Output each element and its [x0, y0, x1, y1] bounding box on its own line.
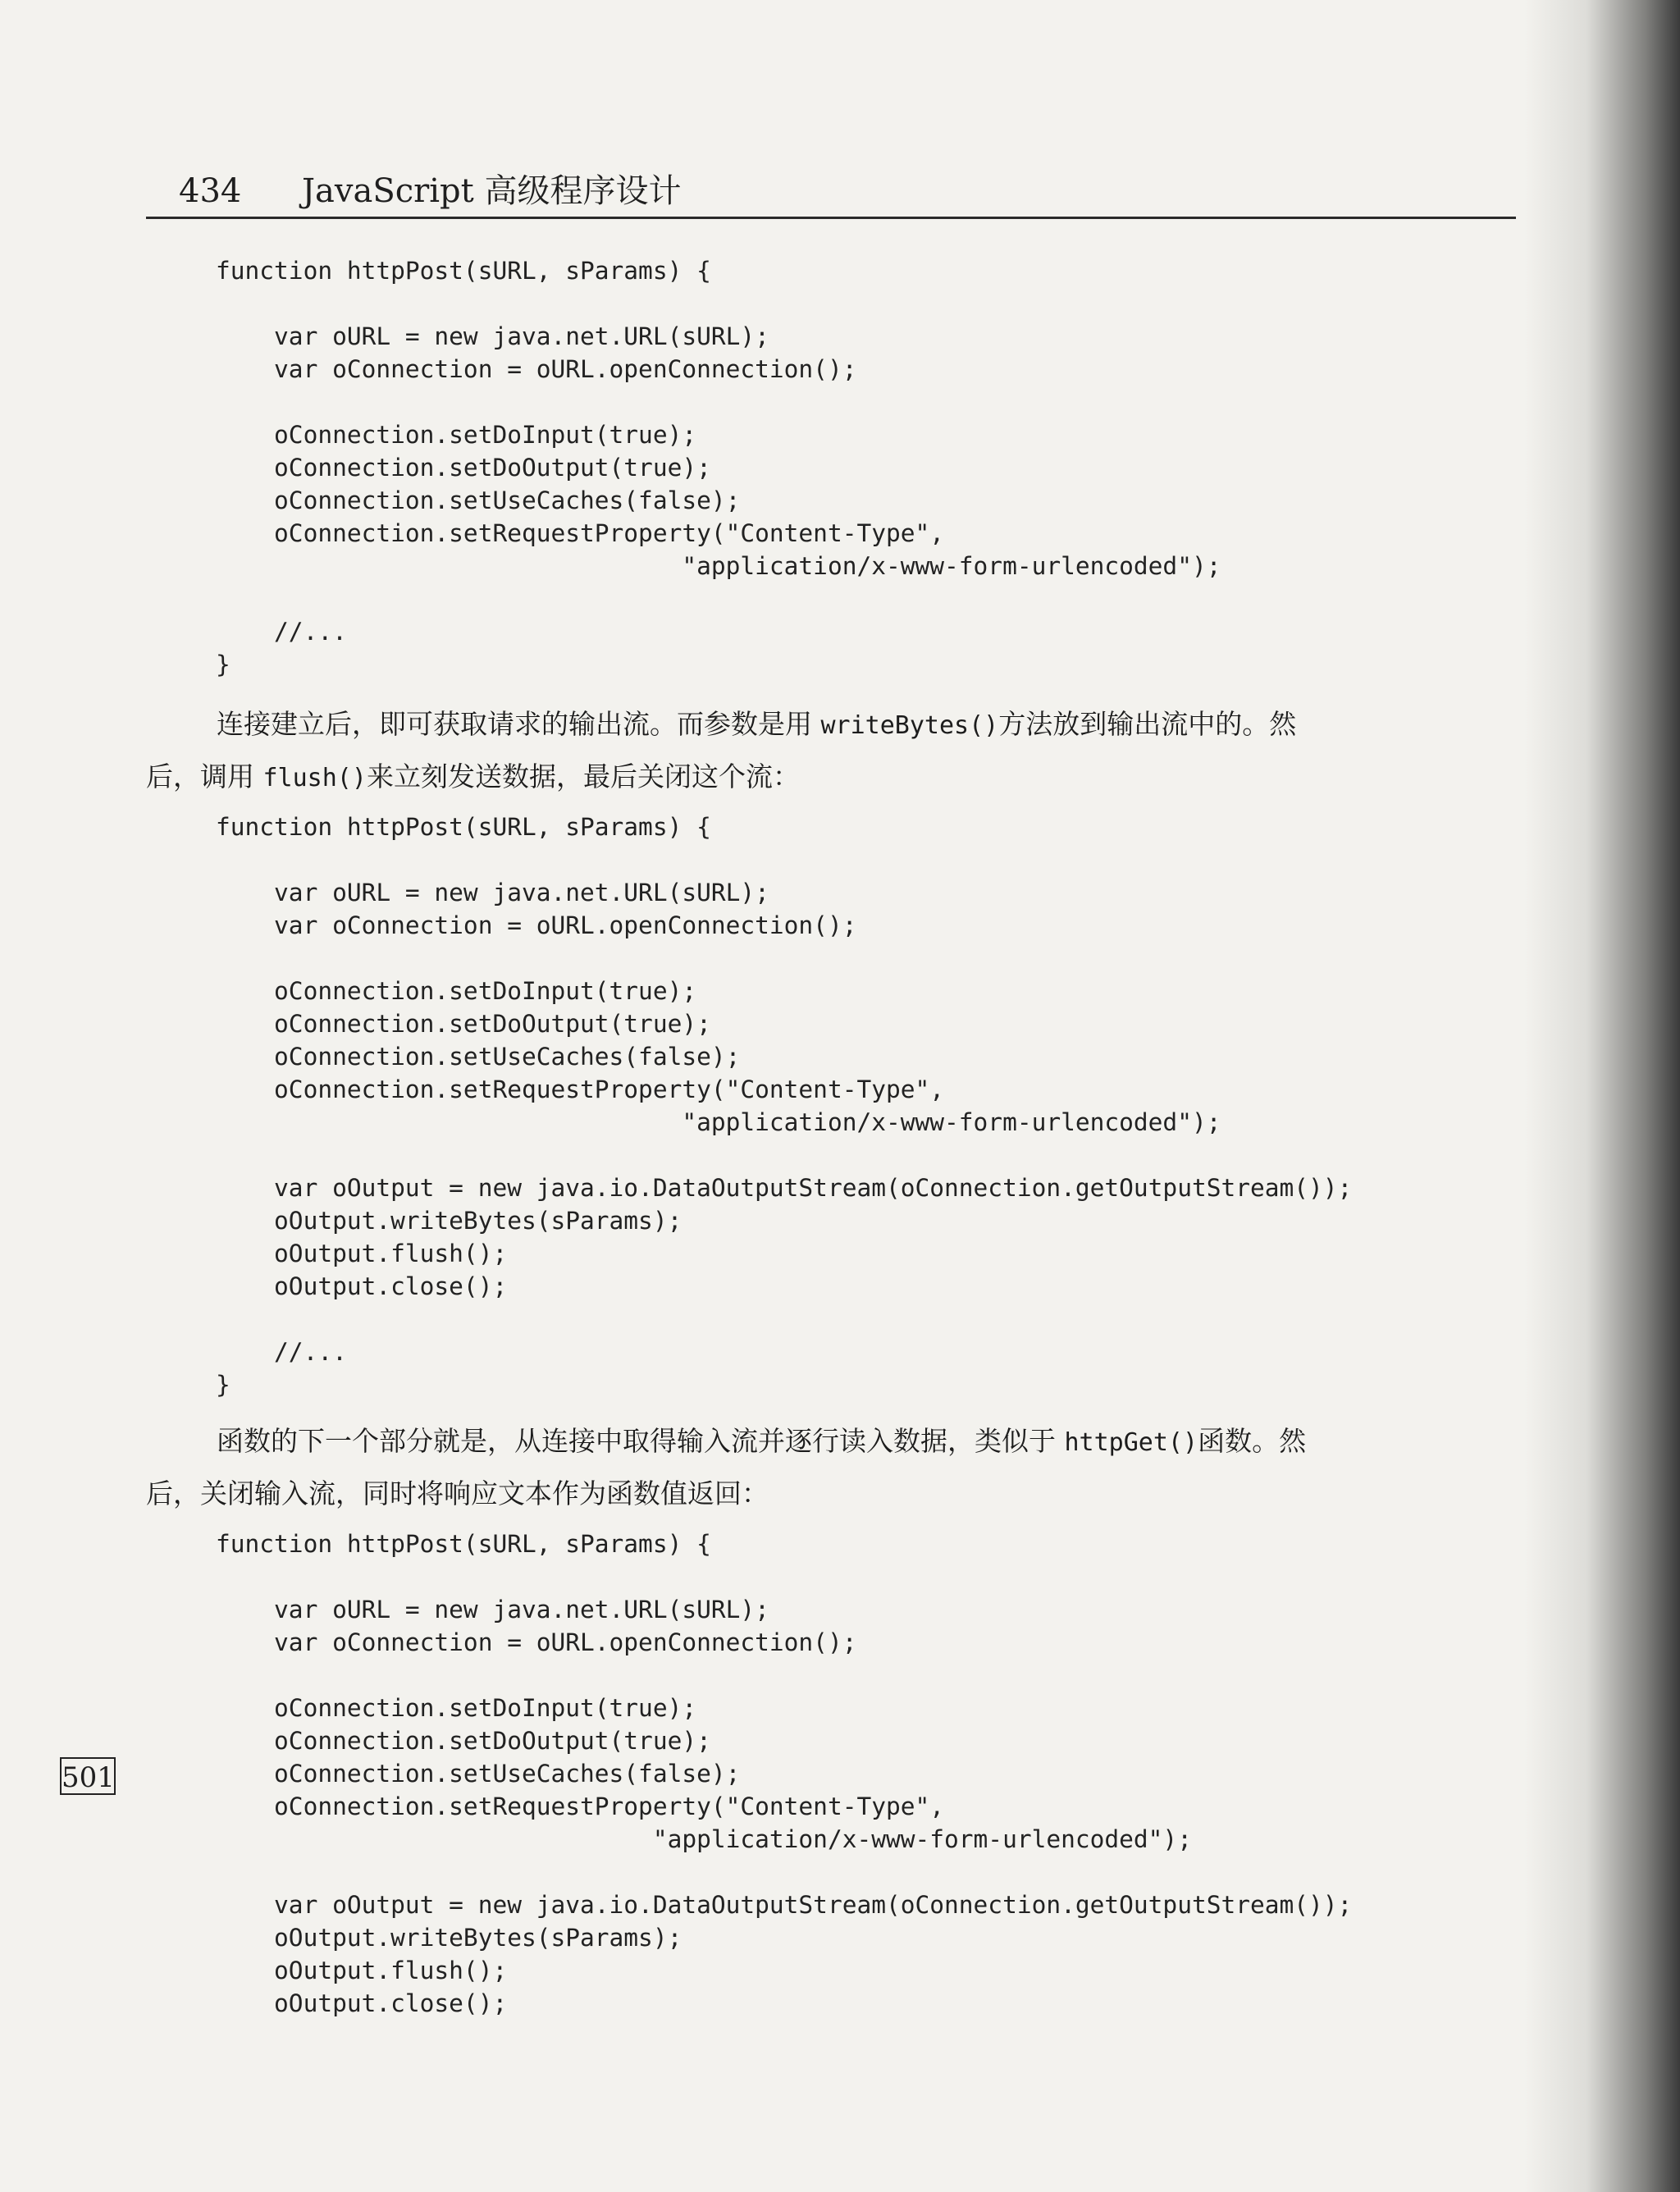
code-line	[216, 1139, 1352, 1171]
code-line	[216, 1560, 1352, 1593]
code-line: "application/x-www-form-urlencoded");	[216, 552, 1221, 580]
paragraph-2-text-b: 函数。然	[1198, 1425, 1307, 1457]
code-line: oConnection.setUseCaches(false);	[216, 1760, 741, 1788]
paragraph-1-text-c: 后，调用	[146, 760, 263, 792]
code-line: oOutput.writeBytes(sParams);	[216, 1924, 682, 1952]
code-line: var oConnection = oURL.openConnection();	[216, 911, 857, 939]
code-line: }	[216, 1371, 231, 1399]
code-line: oConnection.setDoOutput(true);	[216, 1010, 711, 1038]
code-line	[216, 287, 1221, 320]
paragraph-2-line-2: 后，关闭输入流，同时将响应文本作为函数值返回：	[146, 1477, 769, 1509]
paragraph-2	[146, 1416, 1518, 1519]
code-line: oOutput.flush();	[216, 1957, 508, 1984]
code-line: oConnection.setDoOutput(true);	[216, 454, 711, 482]
code-block-2	[216, 811, 1352, 1401]
page-header	[146, 171, 1516, 219]
inline-code-flush: flush()	[262, 764, 367, 792]
code-line	[216, 843, 1352, 876]
inline-code-httpget: httpGet()	[1064, 1428, 1198, 1457]
margin-page-marker: 501	[60, 1757, 116, 1795]
code-line: function httpPost(sURL, sParams) {	[216, 1530, 711, 1558]
code-block-3	[216, 1528, 1352, 2020]
code-line: "application/x-www-form-urlencoded");	[216, 1825, 1192, 1853]
code-line: oOutput.flush();	[216, 1240, 508, 1267]
paragraph-1-text-d: 来立刻发送数据，最后关闭这个流：	[366, 760, 800, 792]
code-line: var oConnection = oURL.openConnection();	[216, 355, 857, 383]
code-line	[216, 942, 1352, 975]
code-line: oConnection.setUseCaches(false);	[216, 1043, 741, 1071]
code-line	[216, 1856, 1352, 1888]
code-line: oConnection.setRequestProperty("Content-Type",	[216, 1075, 945, 1103]
code-line: //...	[216, 1338, 347, 1366]
code-line: oOutput.close();	[216, 1989, 508, 2017]
code-line: oConnection.setDoInput(true);	[216, 1694, 697, 1722]
paragraph-1	[146, 699, 1518, 804]
book-title: JavaScript 高级程序设计	[302, 172, 682, 210]
code-line	[216, 386, 1221, 418]
book-spine-shadow	[1524, 0, 1680, 2192]
paragraph-2-line-1	[146, 1416, 1518, 1468]
paragraph-1-text-b: 方法放到输出流中的。然	[998, 708, 1297, 740]
code-line: oOutput.writeBytes(sParams);	[216, 1207, 682, 1235]
paragraph-1-text-a: 连接建立后，即可获取请求的输出流。而参数是用	[217, 708, 821, 740]
paragraph-1-line-2	[146, 751, 1518, 804]
code-line: oConnection.setRequestProperty("Content-Type",	[216, 1792, 945, 1820]
code-line: "application/x-www-form-urlencoded");	[216, 1108, 1221, 1136]
code-line: //...	[216, 618, 347, 646]
code-line: var oURL = new java.net.URL(sURL);	[216, 322, 769, 350]
code-block-1	[216, 254, 1221, 681]
code-line: var oOutput = new java.io.DataOutputStream(oConnection.getOutputStream());	[216, 1891, 1353, 1919]
code-line: oConnection.setRequestProperty("Content-Type",	[216, 519, 945, 547]
code-line: oConnection.setDoInput(true);	[216, 977, 697, 1005]
code-line: function httpPost(sURL, sParams) {	[216, 813, 711, 841]
page-number: 434	[179, 172, 242, 210]
code-line: oConnection.setUseCaches(false);	[216, 486, 741, 514]
code-line: }	[216, 651, 231, 678]
code-line	[216, 1659, 1352, 1692]
code-line: function httpPost(sURL, sParams) {	[216, 257, 711, 285]
inline-code-writebytes: writeBytes()	[820, 711, 999, 740]
paragraph-2-text-a: 函数的下一个部分就是，从连接中取得输入流并逐行读入数据，类似于	[217, 1425, 1065, 1457]
code-line: oConnection.setDoInput(true);	[216, 421, 697, 449]
code-line	[216, 1303, 1352, 1336]
code-line: var oOutput = new java.io.DataOutputStream(oConnection.getOutputStream());	[216, 1174, 1353, 1202]
code-line: var oConnection = oURL.openConnection();	[216, 1628, 857, 1656]
code-line: var oURL = new java.net.URL(sURL);	[216, 879, 769, 906]
code-line	[216, 582, 1221, 615]
code-line: oOutput.close();	[216, 1272, 508, 1300]
code-line: oConnection.setDoOutput(true);	[216, 1727, 711, 1755]
paragraph-1-line-1	[146, 699, 1518, 751]
code-line: var oURL = new java.net.URL(sURL);	[216, 1596, 769, 1623]
